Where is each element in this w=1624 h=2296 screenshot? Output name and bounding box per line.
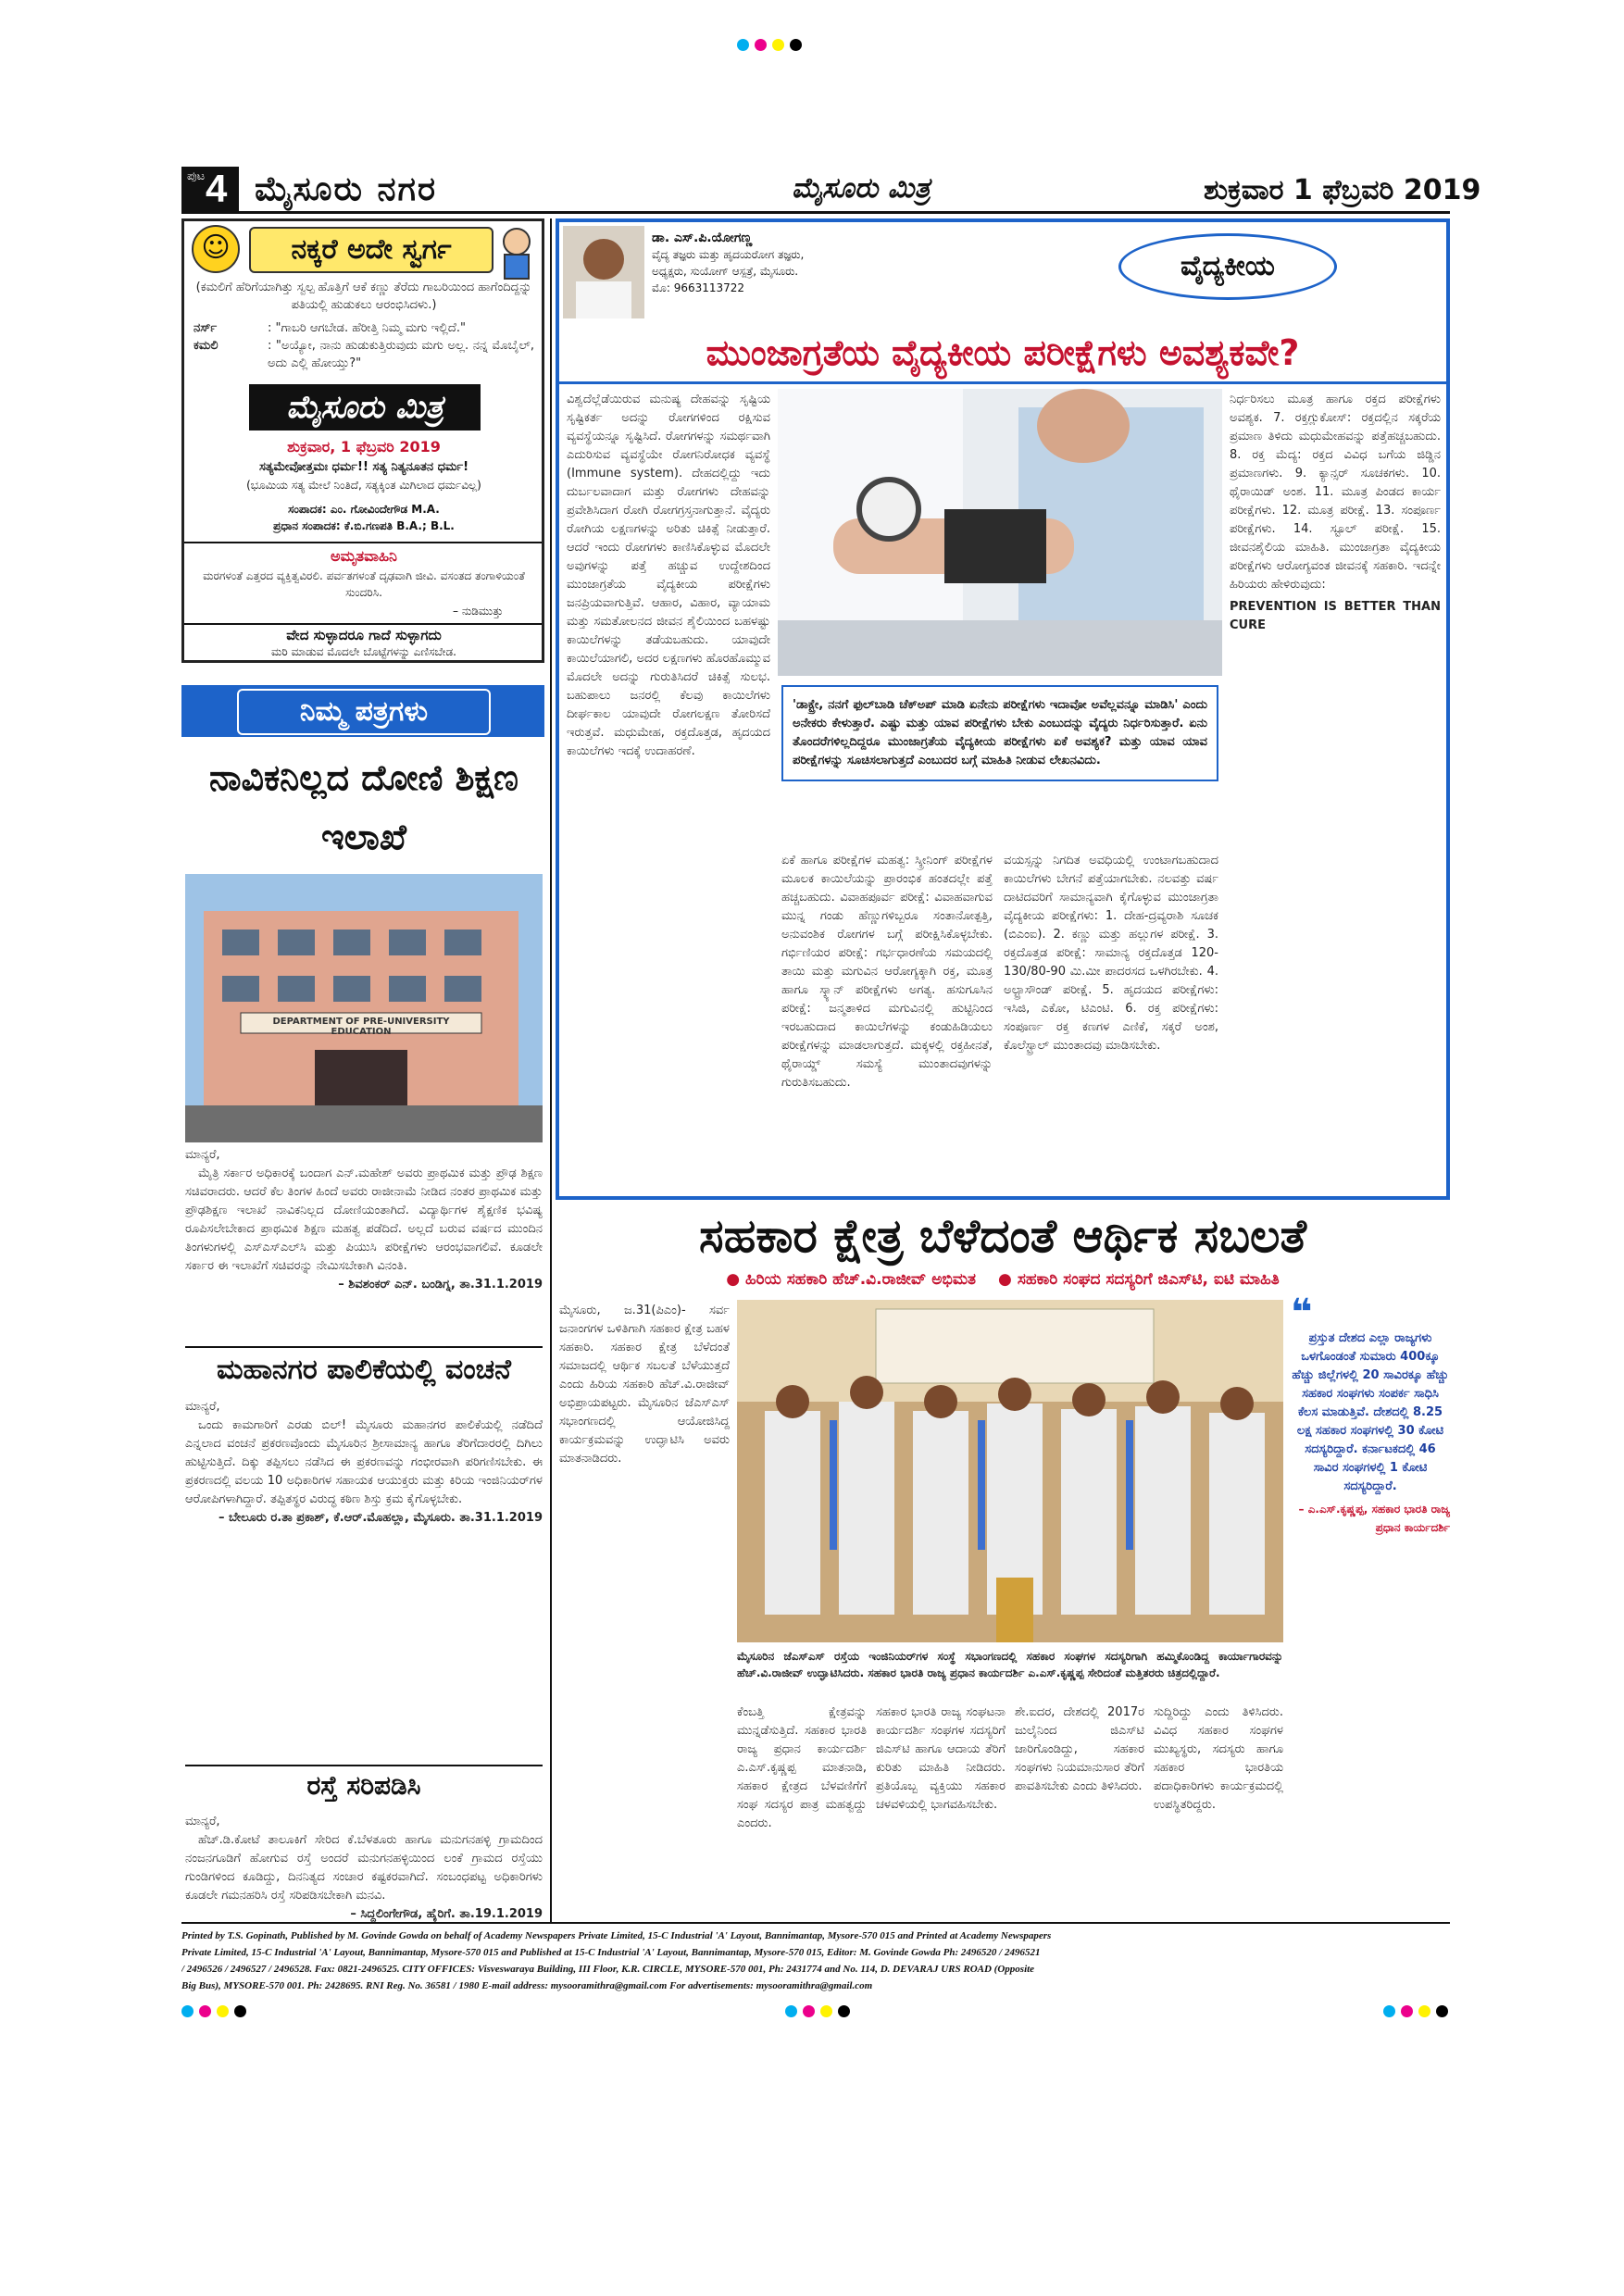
amrutavani-title: ಅಮೃತವಾಹಿನಿ bbox=[331, 547, 397, 565]
smiley-icon: ☺ bbox=[192, 225, 240, 273]
medical-col2: ಏಕೆ ಹಾಗೂ ಪರೀಕ್ಷೆಗಳ ಮಹತ್ವ: ಸ್ಕ್ರೀನಿಂಗ್ ಪರೀಕ್ಷೆಗಳ ಮೂಲಕ ಕಾಯಿಲೆಯನ್ನು ಪ್ರಾರಂಭಿಕ ಹಂತದಲ್ಲೇ ಪತ್ತೆ ಹಚ್ಚಬಹುದು. ವಿವಾಹಪೂರ್ವ ಪರೀಕ್ಷೆ: ವಿವಾಹವಾಗುವ ಮುನ್ನ ಗಂಡು ಹೆಣ್ಣುಗಳಿಬ್ಬರೂ ಸಂತಾನೋತ್ಪತ್ತಿ, ಅನುವಂಶಿಕ ರೋಗಗಳ ಬಗ್ಗೆ ಪರೀಕ್ಷಿಸಿಕೊಳ್ಳಬೇಕು. ಗರ್ಭಿಣಿಯರ ಪರೀಕ್ಷೆ: ಗರ್ಭಧಾರಣೆಯ ಸಮಯದಲ್ಲಿ ತಾಯಿ ಮತ್ತು ಮಗುವಿನ ಆರೋಗ್ಯಕ್ಕಾಗಿ ರಕ್ತ, ಮೂತ್ರ ಹಾಗೂ ಸ್ಕ್ಯಾನ್ ಪರೀಕ್ಷೆಗಳು ಅಗತ್ಯ. ಹಸುಗೂಸಿನ ಪರೀಕ್ಷೆ: ಜನ್ಮತಾಳಿದ ಮಗುವಿನಲ್ಲಿ ಹುಟ್ಟಿನಿಂದ ಇರಬಹುದಾದ ಕಾಯಿಲೆಗಳನ್ನು ಕಂಡುಹಿಡಿಯಲು ಪರೀಕ್ಷೆಗಳನ್ನು ಮಾಡಲಾಗುತ್ತದೆ. ಮಕ್ಕಳಲ್ಲಿ ರಕ್ತಹೀನತೆ, ಥೈರಾಯ್ಡ್ ಸಮಸ್ಯೆ ಮುಂತಾದವುಗಳನ್ನು ಗುರುತಿಸಬಹುದು. bbox=[781, 854, 993, 1090]
humor-title: ನಕ್ಕರೆ ಅದೇ ಸ್ವರ್ಗ bbox=[249, 227, 493, 273]
footer-rule bbox=[181, 1922, 1450, 1924]
letters-banner bbox=[181, 685, 544, 737]
author-line1: ವೈದ್ಯ ತಜ್ಞರು ಮತ್ತು ಹೃದಯರೋಗ ತಜ್ಞರು, bbox=[652, 248, 805, 261]
coop-quote-source: – ಎ.ಎಸ್.ಕೃಷ್ಣಪ್ಪ, ಸಹಕಾರ ಭಾರತಿ ರಾಜ್ಯ ಪ್ರಧಾನ ಕಾರ್ಯದರ್ಶಿ bbox=[1298, 1503, 1450, 1534]
registration-dot bbox=[772, 39, 784, 51]
registration-dot bbox=[181, 2005, 194, 2017]
letter3-body bbox=[185, 1813, 543, 1924]
author-photo bbox=[563, 226, 644, 318]
masthead-date: ಶುಕ್ರವಾರ, 1 ಫೆಬ್ರವರಿ 2019 bbox=[287, 438, 441, 455]
masthead-motto: ಸತ್ಯಮೇವೋತ್ತಮಃ ಧರ್ಮ!! ಸತ್ಯ ನಿತ್ಯನೂತನ ಧರ್ಮ! bbox=[258, 460, 469, 474]
coop-col5: ಸುದ್ದಿರಿದ್ದು ಎಂದು ತಿಳಿಸಿದರು. ವಿವಿಧ ಸಹಕಾರ ಸಂಘಗಳ ಮುಖ್ಯಸ್ಥರು, ಸದಸ್ಯರು ಹಾಗೂ ಸಹಕಾರ ಭಾರತಿಯ ಪದಾಧಿಕಾರಿಗಳು ಕಾರ್ಯಕ್ರಮದಲ್ಲಿ ಉಪಸ್ಥಿತರಿದ್ದರು. bbox=[1154, 1705, 1283, 1812]
imprint bbox=[181, 1928, 1450, 1994]
coop-sub1: ● ಹಿರಿಯ ಸಹಕಾರಿ ಹೆಚ್.ವಿ.ರಾಜೀವ್ ಅಭಿಮತ bbox=[726, 1270, 977, 1289]
coop-col4: ಶೇ.ಐದರ, ದೇಶದಲ್ಲಿ 2017ರ ಜುಲೈನಿಂದ ಜಿಎಸ್‌ಟಿ ಜಾರಿಗೊಂಡಿದ್ದು, ಸಹಕಾರ ಸಂಘಗಳು ನಿಯಮಾನುಸಾರ ತೆರಿಗೆ ಪಾವತಿಸಬೇಕು ಎಂದು ತಿಳಿಸಿದರು. bbox=[1015, 1705, 1144, 1793]
registration-dot bbox=[1401, 2005, 1413, 2017]
masthead-motto-sub: (ಭೂಮಿಯ ಸತ್ಯ ಮೇಲೆ ನಿಂತಿದೆ, ಸತ್ಯಕ್ಕಿಂತ ಮಿಗಿಲಾದ ಧರ್ಮವಿಲ್ಲ) bbox=[246, 479, 481, 492]
registration-dot bbox=[199, 2005, 211, 2017]
registration-dot bbox=[790, 39, 802, 51]
paper-name: ಮೈಸೂರು ಮಿತ್ರ bbox=[792, 172, 931, 205]
letter1-signature: – ಶಿವಶಂಕರ್ ಎನ್. ಬಂಡಿಗ್ನ, ತಾ.31.1.2019 bbox=[338, 1278, 543, 1292]
registration-dot bbox=[737, 39, 749, 51]
letter3-title: ರಸ್ತೆ ಸರಿಪಡಿಸಿ bbox=[185, 1765, 543, 1802]
medical-quote: 'ಡಾಕ್ಟ್ರೇ, ನನಗೆ ಫುಲ್‌ಬಾಡಿ ಚೆಕ್‌ಅಪ್ ಮಾಡಿ ಏನೇನು ಪರೀಕ್ಷೆಗಳು ಇದಾವೋ ಅವೆಲ್ಲವನ್ನೂ ಮಾಡಿಸಿ' ಎಂದು ಅನೇಕರು ಕೇಳುತ್ತಾರೆ. ಎಷ್ಟು ಮತ್ತು ಯಾವ ಪರೀಕ್ಷೆಗಳು ಬೇಕು ಎಂಬುದನ್ನು ವೈದ್ಯರು ನಿರ್ಧರಿಸುತ್ತಾರೆ. ಏನು ತೊಂದರೆಗಳಿಲ್ಲದಿದ್ದರೂ ಮುಂಜಾಗ್ರತೆಯ ವೈದ್ಯಕೀಯ ಪರೀಕ್ಷೆಗಳು ಏಕೆ ಅವಶ್ಯಕ? ಮತ್ತು ಯಾವ ಯಾವ ಪರೀಕ್ಷೆಗಳನ್ನು ಸೂಚಿಸಲಾಗುತ್ತದೆ ಎಂಬುದರ ಬಗ್ಗೆ ಮಾಹಿತಿ ನೀಡುವ ಲೇಖನವಿದು. bbox=[793, 698, 1207, 767]
amrutavani-text: ಮರಗಳಂತೆ ಎತ್ತರದ ವ್ಯಕ್ತಿತ್ವವಿರಲಿ. ಪರ್ವತಗಳಂತೆ ದೃಢವಾಗಿ ಜೀವಿ. ವಸಂತದ ತಂಗಾಳಿಯಂತೆ ಸುಂದರಿಸಿ. bbox=[203, 569, 525, 599]
masthead-editor: ಸಂಪಾದಕ: ಎಂ. ಗೋವಿಂದೇಗೌಡ M.A. bbox=[288, 503, 440, 516]
coop-sub2-text: ಸಹಕಾರಿ ಸಂಘದ ಸದಸ್ಯರಿಗೆ ಜಿಎಸ್‌ಟಿ, ಐಟಿ ಮಾಹಿತಿ bbox=[1017, 1270, 1280, 1289]
page-number-box bbox=[181, 167, 239, 213]
column-divider bbox=[550, 218, 552, 1922]
registration-dot bbox=[785, 2005, 797, 2017]
registration-dot bbox=[803, 2005, 815, 2017]
coop-headline: ಸಹಕಾರ ಕ್ಷೇತ್ರ ಬೆಳೆದಂತೆ ಆರ್ಥಿಕ ಸಬಲತೆ bbox=[699, 1209, 1306, 1263]
masthead-logo: ಮೈಸೂರು ಮಿತ್ರ bbox=[249, 384, 481, 430]
letters-banner-label: ನಿಮ್ಮ ಪತ್ರಗಳು bbox=[237, 689, 491, 735]
letter2-salutation: ಮಾನ್ಯರೆ, bbox=[185, 1400, 220, 1414]
coop-col1: ಮೈಸೂರು, ಜ.31(ಪಿಎಂ)- ಸರ್ವ ಜನಾಂಗಗಳ ಒಳಿತಿಗಾಗಿ ಸಹಕಾರ ಕ್ಷೇತ್ರ ಬಹಳ ಸಹಕಾರಿ. ಸಹಕಾರ ಕ್ಷೇತ್ರ ಬೆಳೆದಂತೆ ಸಮಾಜದಲ್ಲಿ ಆರ್ಥಿಕ ಸಬಲತೆ ಬೆಳೆಯುತ್ತದೆ ಎಂದು ಹಿರಿಯ ಸಹಕಾರಿ ಹೆಚ್.ವಿ.ರಾಜೀವ್ ಅಭಿಪ್ರಾಯಪಟ್ಟರು. ಮೈಸೂರಿನ ಜೆಎಸ್‌ಎಸ್ ಸಭಾಂಗಣದಲ್ಲಿ ಆಯೋಜಿಸಿದ್ದ ಕಾರ್ಯಕ್ರಮವನ್ನು ಉದ್ಘಾಟಿಸಿ ಅವರು ಮಾತನಾಡಿದರು. bbox=[559, 1304, 730, 1466]
letter2-body bbox=[185, 1398, 543, 1528]
letter1-text: ಮೈತ್ರಿ ಸರ್ಕಾರ ಅಧಿಕಾರಕ್ಕೆ ಬಂದಾಗ ಎನ್.ಮಹೇಶ್ ಅವರು ಪ್ರಾಥಮಿಕ ಮತ್ತು ಪ್ರೌಢ ಶಿಕ್ಷಣ ಸಚಿವರಾದರು. ಆದರೆ ಕೆಲ ತಿಂಗಳ ಹಿಂದೆ ಅವರು ರಾಜೀನಾಮೆ ನೀಡಿದ ನಂತರ ಪ್ರಾಥಮಿಕ ಮತ್ತು ಪ್ರೌಢಶಿಕ್ಷಣ ಇಲಾಖೆ ನಾವಿಕನಿಲ್ಲದ ದೋಣಿಯಂತಾಗಿದೆ. ವಿದ್ಯಾರ್ಥಿಗಳ ಶೈಕ್ಷಣಿಕ ಭವಿಷ್ಯ ರೂಪಿಸಲೇಬೇಕಾದ ಪ್ರಾಥಮಿಕ ಶಿಕ್ಷಣ ಮಹತ್ವ ಪಡೆದಿದೆ. ಅಲ್ಲದೆ ಬರುವ ವರ್ಷದ ಮುಂದಿನ ತಿಂಗಳುಗಳಲ್ಲಿ ಎಸ್ಎಸ್ಎಲ್‌ಸಿ ಮತ್ತು ಪಿಯುಸಿ ಪರೀಕ್ಷೆಗಳು ಆರಂಭವಾಗಲಿವೆ. ಕೂಡಲೇ ಸರ್ಕಾರ ಈ ಇಲಾಖೆಗೆ ಸಚಿವರನ್ನು ನೇಮಿಸಬೇಕಾಗಿ ವಿನಂತಿ. bbox=[185, 1167, 543, 1273]
registration-marks-top bbox=[737, 39, 802, 51]
imprint-line3: / 2496526 / 2496527 / 2496528. Fax: 0821-2496525. CITY OFFICES: Visveswaraya Building, III Floor, K.R. CIRCLE, MYSORE-570 001, Ph: 2431774 and No. 114, D. DEVARAJ URS ROAD (Opposite bbox=[181, 1964, 1035, 1975]
letter3-text: ಹೆಚ್.ಡಿ.ಕೋಟೆ ತಾಲೂಕಿಗೆ ಸೇರಿದ ಕೆ.ಬೆಳತೂರು ಹಾಗೂ ಮನುಗನಹಳ್ಳಿ ಗ್ರಾಮದಿಂದ ನಂಜನಗೂಡಿಗೆ ಹೋಗುವ ರಸ್ತೆ ಅಂದರೆ ಮನುಗನಹಳ್ಳಿಯಿಂದ ಲಂಕೆ ಗ್ರಾಮದ ರಸ್ತೆಯು ಗುಂಡಿಗಳಿಂದ ಕೂಡಿದ್ದು, ದಿನನಿತ್ಯದ ಸಂಚಾರ ಕಷ್ಟಕರವಾಗಿದೆ. ಸಂಬಂಧಪಟ್ಟ ಅಧಿಕಾರಿಗಳು ಕೂಡಲೇ ಗಮನಹರಿಸಿ ರಸ್ತೆ ಸರಿಪಡಿಸಬೇಕಾಗಿ ಮನವಿ. bbox=[185, 1833, 543, 1903]
imprint-line1: Printed by T.S. Gopinath, Published by M. Govinde Gowda on behalf of Academy Newspapers Private Limited, 15-C Industrial 'A' Layout, Bannimantap, Mysore-570 015 and Printed at Academy Newspapers bbox=[181, 1930, 1052, 1941]
letter2-title: ಮಹಾನಗರ ಪಾಲಿಕೆಯಲ್ಲಿ ವಂಚನೆ bbox=[185, 1346, 543, 1386]
section-title: ಮೈಸೂರು ನಗರ bbox=[255, 170, 438, 208]
photo-signboard-text: DEPARTMENT OF PRE-UNIVERSITY EDUCATION bbox=[272, 1017, 450, 1037]
imprint-line4: Big Bus), MYSORE-570 001. Ph: 2428695. RNI Reg. No. 36581 / 1980 E-mail address: mysooramithra@gmail.com For advertisements: mysooramithra@gmail.com bbox=[181, 1980, 873, 1991]
headline-rule bbox=[559, 381, 1446, 384]
issue-date: ಶುಕ್ರವಾರ 1 ಫೆಬ್ರವರಿ 2019 bbox=[1204, 174, 1481, 206]
registration-dot bbox=[755, 39, 767, 51]
medical-col4-text: ನಿರ್ಧರಿಸಲು ಮೂತ್ರ ಹಾಗೂ ರಕ್ತದ ಪರೀಕ್ಷೆಗಳು ಅವಶ್ಯಕ. 7. ರಕ್ತಗ್ಲುಕೋಸ್: ರಕ್ತದಲ್ಲಿನ ಸಕ್ಕರೆಯ ಪ್ರಮಾಣ ತಿಳಿದು ಮಧುಮೇಹವನ್ನು ಪತ್ತೆಹಚ್ಚಬಹುದು. 8. ರಕ್ತ ಮೆದ್ಯ: ರಕ್ತದ ವಿವಿಧ ಬಗೆಯ ಜಿಡ್ಡಿನ ಪ್ರಮಾಣಗಳು. 9. ಕ್ಯಾನ್ಸರ್ ಸೂಚಕಗಳು. 10. ಥೈರಾಯಿಡ್ ಅಂಶ. 11. ಮೂತ್ರ ಪಿಂಡದ ಕಾರ್ಯ ಪರೀಕ್ಷೆಗಳು. 12. ಮೂತ್ರ ಪರೀಕ್ಷೆ. 13. ಸಂಪೂರ್ಣ ಪರೀಕ್ಷೆಗಳು. 14. ಸ್ಟೂಲ್ ಪರೀಕ್ಷೆ. 15. ಜೀವನಶೈಲಿಯ ಮಾಹಿತಿ. ಮುಂಜಾಗ್ರತಾ ವೈದ್ಯಕೀಯ ಪರೀಕ್ಷೆಗಳು ಆರೋಗ್ಯವಂತ ಜೀವನಕ್ಕೆ ಸಹಕಾರಿ. ಇದನ್ನೇ ಹಿರಿಯರು ಹೇಳಿರುವುದು: bbox=[1230, 393, 1441, 592]
author-line2: ಅಧ್ಯಕ್ಷರು, ಸುಯೋಗ್ ಆಸ್ಪತ್ರೆ, ಮೈಸೂರು. bbox=[652, 265, 799, 278]
letter1-body bbox=[185, 1146, 543, 1294]
section-tag: ವೈದ್ಯಕೀಯ bbox=[1118, 233, 1337, 300]
medical-headline: ಮುಂಜಾಗ್ರತೆಯ ವೈದ್ಯಕೀಯ ಪರೀಕ್ಷೆಗಳು ಅವಶ್ಯಕವೇ? bbox=[706, 332, 1300, 373]
quote-mark-icon: ❝ bbox=[1291, 1292, 1313, 1334]
page-number: 4 bbox=[206, 167, 228, 210]
author-name: ಡಾ. ಎಸ್.ಪಿ.ಯೋಗಣ್ಣ bbox=[652, 231, 753, 245]
medical-quote-box bbox=[781, 685, 1218, 781]
registration-marks-bottom-center bbox=[785, 2005, 850, 2017]
registration-dot bbox=[1418, 2005, 1430, 2017]
registration-dot bbox=[234, 2005, 246, 2017]
medical-article bbox=[556, 218, 1450, 1200]
education-building-photo bbox=[185, 874, 543, 1142]
author-phone: ಮೊ: 9663113722 bbox=[652, 281, 745, 294]
prevention-slogan: PREVENTION IS BETTER THAN CURE bbox=[1230, 600, 1441, 632]
kamali-label: ಕಮಲಿ bbox=[194, 339, 219, 353]
page-label: ಪುಟ bbox=[187, 169, 206, 183]
humor-box bbox=[181, 218, 544, 663]
registration-dot bbox=[1383, 2005, 1395, 2017]
coop-event-photo bbox=[737, 1300, 1283, 1642]
kamali-line: : "ಅಯ್ಯೋ, ನಾನು ಹುಡುಕುತ್ತಿರುವುದು ಮಗು ಅಲ್ಲ. ನನ್ನ ಮೊಬೈಲ್, ಅದು ಎಲ್ಲಿ ಹೋಯ್ತು?" bbox=[268, 339, 534, 370]
letter2-text: ಒಂದು ಕಾಮಗಾರಿಗೆ ಎರಡು ಬಿಲ್! ಮೈಸೂರು ಮಹಾನಗರ ಪಾಲಿಕೆಯಲ್ಲಿ ನಡೆದಿದೆ ಎನ್ನಲಾದ ವಂಚನೆ ಪ್ರಕರಣವೊಂದು ಮೈಸೂರಿನ ಶ್ರೀಸಾಮಾನ್ಯ ಹಾಗೂ ತೆರಿಗೆದಾರರಲ್ಲಿ ದಿಗಿಲು ಹುಟ್ಟಿಸುತ್ತಿದೆ. ದಿಕ್ಕು ತಪ್ಪಿಸಲು ನಡೆಸಿದ ಈ ಪ್ರಕರಣವನ್ನು ಗಂಭೀರವಾಗಿ ಪರಿಗಣಿಸಬೇಕು. ಈ ಪ್ರಕರಣದಲ್ಲಿ ವಲಯ 10 ಅಧಿಕಾರಿಗಳ ಸಹಾಯಕ ಆಯುಕ್ತರು ಮತ್ತು ಕಿರಿಯ ಇಂಜಿನಿಯರ್‌ಗಳ ಆರೋಪಿಗಳಾಗಿದ್ದಾರೆ. ತಪ್ಪಿತಸ್ಥರ ವಿರುದ್ಧ ಕಠಿಣ ಶಿಸ್ತು ಕ್ರಮ ಕೈಗೊಳ್ಳಬೇಕು. bbox=[185, 1418, 543, 1506]
coop-subheadlines bbox=[556, 1270, 1450, 1289]
letter3-salutation: ಮಾನ್ಯರೆ, bbox=[185, 1815, 220, 1828]
nurse-label: ನರ್ಸ್ bbox=[194, 321, 218, 335]
registration-marks-bottom-left bbox=[181, 2005, 246, 2017]
medical-col4 bbox=[1230, 391, 1441, 635]
registration-dot bbox=[820, 2005, 832, 2017]
registration-dot bbox=[838, 2005, 850, 2017]
letter1-salutation: ಮಾನ್ಯರೆ, bbox=[185, 1148, 220, 1162]
header-rule bbox=[181, 211, 1450, 214]
veda-text: ಮರಿ ಮಾಡುವ ಮೊದಲೇ ಬೊಟ್ಟೆಗಳನ್ನು ಎಣಿಸಬೇಡ. bbox=[271, 645, 456, 658]
letter3-signature: – ಸಿದ್ದಲಿಂಗೇಗೌಡ, ಹೈರಿಗೆ. ತಾ.19.1.2019 bbox=[350, 1907, 543, 1921]
registration-marks-bottom-right bbox=[1383, 2005, 1448, 2017]
imprint-line2: Private Limited, 15-C Industrial 'A' Layout, Bannimantap, Mysore-570 015 and Published at 15-C Industrial 'A' Layout, Bannimantap, Mysore-570 015, Editor: M. Govinde Gowda Ph: 2496520 / 2496521 bbox=[181, 1947, 1041, 1958]
letter1-title: ನಾವಿಕನಿಲ್ಲದ ದೋಣಿ ಶಿಕ್ಷಣ ಇಲಾಖೆ bbox=[209, 757, 518, 857]
coop-quote-box bbox=[1291, 1292, 1450, 1537]
bp-check-photo bbox=[778, 389, 1222, 676]
humor-dialog bbox=[194, 319, 534, 372]
author-info bbox=[652, 230, 948, 296]
medical-col3: ವಯಸ್ಸನ್ನು ನಿಗದಿತ ಅವಧಿಯಲ್ಲಿ ಉಂಟಾಗಬಹುದಾದ ಕಾಯಿಲೆಗಳು ಬೇಗನೆ ಪತ್ತೆಯಾಗಬೇಕು. ನಲವತ್ತು ವರ್ಷ ದಾಟಿದವರಿಗೆ ಸಾಮಾನ್ಯವಾಗಿ ಕೈಗೊಳ್ಳುವ ಮುಂಜಾಗ್ರತಾ ವೈದ್ಯಕೀಯ ಪರೀಕ್ಷೆಗಳು: 1. ದೇಹ-ದ್ರವ್ಯರಾಶಿ ಸೂಚಕ (ಬಿಎಂಐ). 2. ಕಣ್ಣು ಮತ್ತು ಹಲ್ಲುಗಳ ಪರೀಕ್ಷೆ. 3. ರಕ್ತದೊತ್ತಡ ಪರೀಕ್ಷೆ: ಸಾಮಾನ್ಯ ರಕ್ತದೊತ್ತಡ 120-130/80-90 ಮಿ.ಮೀ ಪಾದರಸದ ಒಳಗಿರಬೇಕು. 4. ಅಲ್ಟ್ರಾಸೌಂಡ್ ಪರೀಕ್ಷೆ. 5. ಹೃದಯದ ಪರೀಕ್ಷೆಗಳು: ಇಸಿಜಿ, ಎಕೋ, ಟಿಎಂಟಿ. 6. ರಕ್ತ ಪರೀಕ್ಷೆಗಳು: ಸಂಪೂರ್ಣ ರಕ್ತ ಕಣಗಳ ಎಣಿಕೆ, ಸಕ್ಕರೆ ಅಂಶ, ಕೊಲೆಸ್ಟ್ರಾಲ್ ಮುಂತಾದವು ಮಾಡಿಸಬೇಕು. bbox=[1004, 854, 1218, 1053]
coop-quote: ಪ್ರಸ್ತುತ ದೇಶದ ಎಲ್ಲಾ ರಾಜ್ಯಗಳು ಒಳಗೊಂಡಂತೆ ಸುಮಾರು 400ಕ್ಕೂ ಹೆಚ್ಚು ಜಿಲ್ಲೆಗಳಲ್ಲಿ 20 ಸಾವಿರಕ್ಕೂ ಹೆಚ್ಚು ಸಹಕಾರ ಸಂಘಗಳು ಸಂಪರ್ಕ ಸಾಧಿಸಿ ಕೆಲಸ ಮಾಡುತ್ತಿವೆ. ದೇಶದಲ್ಲಿ 8.25 ಲಕ್ಷ ಸಹಕಾರ ಸಂಘಗಳಲ್ಲಿ 30 ಕೋಟಿ ಸದಸ್ಯರಿದ್ದಾರೆ. ಕರ್ನಾಟಕದಲ್ಲಿ 46 ಸಾವಿರ ಸಂಘಗಳಲ್ಲಿ 1 ಕೋಟಿ ಸದಸ್ಯರಿದ್ದಾರೆ. bbox=[1292, 1331, 1449, 1493]
registration-dot bbox=[217, 2005, 229, 2017]
cartoon-icon bbox=[495, 225, 538, 281]
amrutavani-source: – ನುಡಿಮುತ್ತು bbox=[453, 605, 504, 618]
divider bbox=[184, 623, 542, 625]
medical-col1: ವಿಶ್ವದೆಲ್ಲೆಡೆಯಿರುವ ಮನುಷ್ಯ ದೇಹವನ್ನು ಸೃಷ್ಟಿಯ ಸೃಷ್ಟಿಕರ್ತ ಅದನ್ನು ರೋಗಗಳಿಂದ ರಕ್ಷಿಸುವ ವ್ಯವಸ್ಥೆಯನ್ನೂ ಸೃಷ್ಟಿಸಿದೆ. ರೋಗಗಳನ್ನು ಸಮರ್ಥವಾಗಿ ಎದುರಿಸುವ ವ್ಯವಸ್ಥೆಯೇ ರೋಗನಿರೋಧಕ ವ್ಯವಸ್ಥೆ (Immune system). ದೇಹದಲ್ಲಿದ್ದು ಇದು ದುರ್ಬಲವಾದಾಗ ಮತ್ತು ರೋಗಗಳು ದೇಹವನ್ನು ಪ್ರವೇಶಿಸಿದಾಗ ರೋಗಿ ರೋಗಗ್ರಸ್ತನಾಗುತ್ತಾನೆ. ವೈದ್ಯರು ರೋಗಿಯ ಲಕ್ಷಣಗಳನ್ನು ಅರಿತು ಚಿಕಿತ್ಸೆ ನೀಡುತ್ತಾರೆ. ಆದರೆ ಇಂದು ರೋಗಗಳು ಕಾಣಿಸಿಕೊಳ್ಳುವ ಮೊದಲೇ ಅವುಗಳನ್ನು ಪತ್ತೆ ಹಚ್ಚುವ ಉದ್ದೇಶದಿಂದ ಮುಂಜಾಗ್ರತೆಯ ವೈದ್ಯಕೀಯ ಪರೀಕ್ಷೆಗಳು ಜನಪ್ರಿಯವಾಗುತ್ತಿವೆ. ಆಹಾರ, ವಿಹಾರ, ವ್ಯಾಯಾಮ ಮತ್ತು ಸಮತೋಲನದ ಜೀವನ ಶೈಲಿಯಿಂದ ಬಹಳಷ್ಟು ಕಾಯಿಲೆಗಳನ್ನು ತಡೆಯಬಹುದು. ಯಾವುದೇ ಕಾಯಿಲೆಯಾಗಲಿ, ಅದರ ಲಕ್ಷಣಗಳು ಹೊರಹೊಮ್ಮುವ ಮೊದಲೇ ಅದನ್ನು ಗುರುತಿಸಿದರೆ ಚಿಕಿತ್ಸೆ ಸುಲಭ. ಬಹುಪಾಲು ಜನರಲ್ಲಿ ಕೆಲವು ಕಾಯಿಲೆಗಳು ದೀರ್ಘಕಾಲ ಯಾವುದೇ ರೋಗಲಕ್ಷಣ ತೋರಿಸದೆ ಇರುತ್ತವೆ. ಮಧುಮೇಹ, ರಕ್ತದೊತ್ತಡ, ಹೃದಯದ ಕಾಯಿಲೆಗಳು ಇದಕ್ಕೆ ಉದಾಹರಣೆ. bbox=[567, 393, 770, 758]
masthead-chief-editor: ಪ್ರಧಾನ ಸಂಪಾದಕ: ಕೆ.ಬಿ.ಗಣಪತಿ B.A.; B.L. bbox=[273, 519, 455, 532]
coop-col2: ಕೆಂಬತ್ತಿ ಕ್ಷೇತ್ರವನ್ನು ಮುನ್ನಡೆಸುತ್ತಿದೆ. ಸಹಕಾರ ಭಾರತಿ ರಾಜ್ಯ ಪ್ರಧಾನ ಕಾರ್ಯದರ್ಶಿ ಎ.ಎಸ್.ಕೃಷ್ಣಪ್ಪ ಮಾತನಾಡಿ, ಸಹಕಾರ ಕ್ಷೇತ್ರದ ಬೆಳವಣಿಗೆಗೆ ಸಂಘ ಸದಸ್ಯರ ಪಾತ್ರ ಮಹತ್ವದ್ದು ಎಂದರು. bbox=[737, 1705, 867, 1830]
coop-col3: ಸಹಕಾರ ಭಾರತಿ ರಾಜ್ಯ ಸಂಘಟನಾ ಕಾರ್ಯದರ್ಶಿ ಸಂಘಗಳ ಸದಸ್ಯರಿಗೆ ಜಿಎಸ್‌ಟಿ ಹಾಗೂ ಆದಾಯ ತೆರಿಗೆ ಕುರಿತು ಮಾಹಿತಿ ನೀಡಿದರು. ಪ್ರತಿಯೊಬ್ಬ ವ್ಯಕ್ತಿಯು ಸಹಕಾರ ಚಳವಳಿಯಲ್ಲಿ ಭಾಗವಹಿಸಬೇಕು. bbox=[876, 1705, 1006, 1812]
letter2-signature: – ಬೇಲೂರು ರ.ತಾ ಪ್ರಕಾಶ್, ಕೆ.ಆರ್.ಮೊಹಲ್ಲಾ, ಮೈಸೂರು. ತಾ.31.1.2019 bbox=[218, 1511, 543, 1525]
veda-title: ವೇದ ಸುಳ್ಳಾದರೂ ಗಾದೆ ಸುಳ್ಳಾಗದು bbox=[286, 627, 442, 643]
humor-intro: (ಕಮಲಿಗೆ ಹೆರಿಗೆಯಾಗಿತ್ತು ಸ್ವಲ್ಪ ಹೊತ್ತಿಗೆ ಆಕೆ ಕಣ್ಣು ತೆರೆದು ಗಾಬರಿಯಿಂದ ಹಾಗೆಂದಿದ್ದನ್ನು ಪತಿಯಲ್ಲಿ ಹುಡುಕಲು ಆರಂಭಿಸಿದಳು.) bbox=[195, 281, 532, 312]
coop-photo-caption: ಮೈಸೂರಿನ ಜೆಎಸ್ಎಸ್ ರಸ್ತೆಯ ಇಂಜಿನಿಯರ್‌ಗಳ ಸಂಸ್ಥೆ ಸಭಾಂಗಣದಲ್ಲಿ ಸಹಕಾರ ಸಂಘಗಳ ಸದಸ್ಯರಿಗಾಗಿ ಹಮ್ಮಿಕೊಂಡಿದ್ದ ಕಾರ್ಯಾಗಾರವನ್ನು ಹೆಚ್.ವಿ.ರಾಜೀವ್ ಉದ್ಘಾಟಿಸಿದರು. ಸಹಕಾರ ಭಾರತಿ ರಾಜ್ಯ ಪ್ರಧಾನ ಕಾರ್ಯದರ್ಶಿ ಎ.ಎಸ್.ಕೃಷ್ಣಪ್ಪ ಸೇರಿದಂತೆ ಮತ್ತಿತರರು ಚಿತ್ರದಲ್ಲಿದ್ದಾರೆ. bbox=[737, 1650, 1283, 1679]
coop-sub1-text: ಹಿರಿಯ ಸಹಕಾರಿ ಹೆಚ್.ವಿ.ರಾಜೀವ್ ಅಭಿಮತ bbox=[744, 1270, 977, 1289]
coop-sub2: ● ಸಹಕಾರಿ ಸಂಘದ ಸದಸ್ಯರಿಗೆ ಜಿಎಸ್‌ಟಿ, ಐಟಿ ಮಾಹಿತಿ bbox=[998, 1270, 1280, 1289]
nurse-line: : "ಗಾಬರಿ ಆಗಬೇಡ. ಹೆರೀತ್ತಿ ನಿಮ್ಮ ಮಗು ಇಲ್ಲಿದೆ." bbox=[268, 321, 466, 335]
registration-dot bbox=[1436, 2005, 1448, 2017]
divider bbox=[184, 542, 542, 543]
